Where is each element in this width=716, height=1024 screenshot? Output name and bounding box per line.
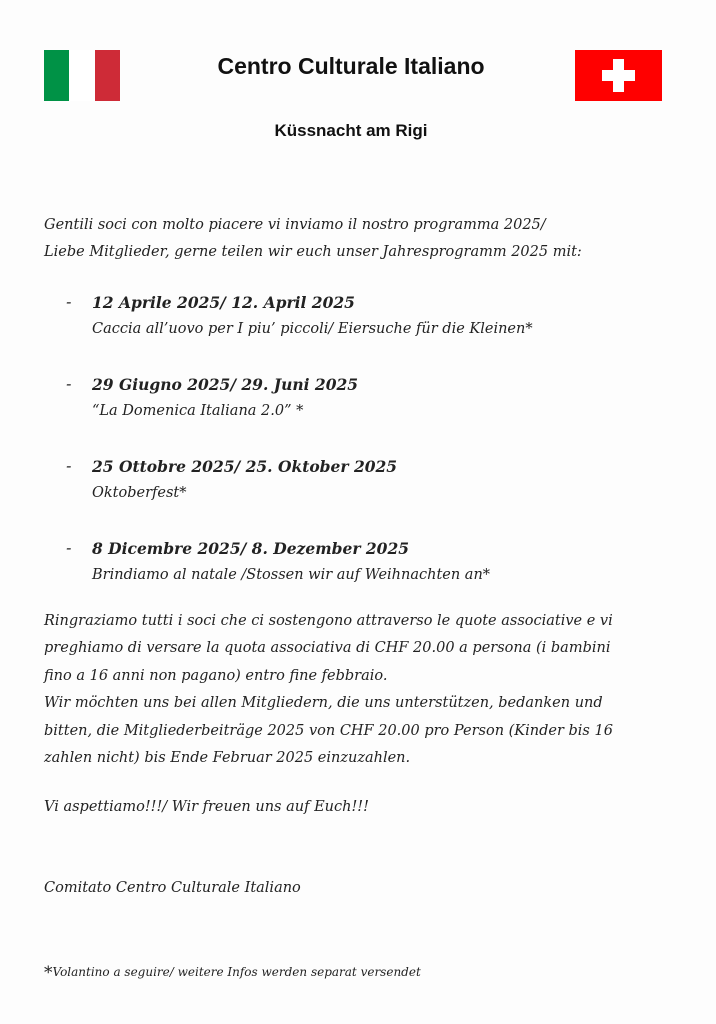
list-bullet: - bbox=[66, 375, 72, 393]
event-item bbox=[66, 457, 686, 539]
event-date: 29 Giugno 2025/ 29. Juni 2025 bbox=[92, 375, 359, 394]
footnote bbox=[44, 963, 421, 983]
intro-paragraph bbox=[44, 212, 674, 266]
footnote-marker: * bbox=[44, 963, 53, 983]
italy-flag-green-stripe bbox=[44, 50, 69, 101]
event-date: 8 Dicembre 2025/ 8. Dezember 2025 bbox=[92, 539, 410, 558]
body-line: Wir möchten uns bei allen Mitgliedern, die uns unterstützen, bedanken und bbox=[44, 695, 603, 712]
body-line: zahlen nicht) bis Ende Februar 2025 einzuzahlen. bbox=[44, 750, 411, 767]
footnote-text: Volantino a seguire/ weitere Infos werden separat versendet bbox=[52, 965, 421, 979]
membership-fee-paragraph bbox=[44, 608, 674, 772]
italy-flag-white-stripe bbox=[69, 50, 94, 101]
page-subtitle: Küssnacht am Rigi bbox=[274, 121, 428, 140]
list-bullet: - bbox=[66, 457, 72, 475]
event-item bbox=[66, 375, 686, 457]
list-bullet: - bbox=[66, 293, 72, 311]
event-description: Oktoberfest* bbox=[92, 485, 187, 501]
italy-flag-red-stripe bbox=[95, 50, 120, 101]
event-description: “La Domenica Italiana 2.0” * bbox=[92, 403, 304, 419]
event-list bbox=[66, 293, 686, 621]
list-bullet: - bbox=[66, 539, 72, 557]
body-line: preghiamo di versare la quota associativa di CHF 20.00 a persona (i bambini bbox=[44, 640, 611, 657]
swiss-cross-horizontal bbox=[602, 70, 635, 81]
event-description: Brindiamo al natale /Stossen wir auf Weihnachten an* bbox=[92, 567, 491, 583]
signature: Comitato Centro Culturale Italiano bbox=[44, 880, 301, 896]
event-date: 25 Ottobre 2025/ 25. Oktober 2025 bbox=[92, 457, 398, 476]
body-line: Ringraziamo tutti i soci che ci sostengono attraverso le quote associative e vi bbox=[44, 613, 613, 629]
event-date: 12 Aprile 2025/ 12. April 2025 bbox=[92, 293, 355, 312]
event-item bbox=[66, 293, 686, 375]
italy-flag-icon bbox=[44, 50, 120, 101]
event-description: Caccia all’uovo per I piu’ piccoli/ Eiersuche für die Kleinen* bbox=[92, 321, 533, 337]
closing-line: Vi aspettiamo!!!/ Wir freuen uns auf Euch!!! bbox=[44, 799, 369, 815]
body-line: bitten, die Mitgliederbeiträge 2025 von CHF 20.00 pro Person (Kinder bis 16 bbox=[44, 722, 613, 739]
page-title: Centro Culturale Italiano bbox=[217, 53, 485, 79]
switzerland-flag-icon bbox=[575, 50, 662, 101]
body-line: fino a 16 anni non pagano) entro fine febbraio. bbox=[44, 667, 388, 684]
intro-line-german: Liebe Mitglieder, gerne teilen wir euch unser Jahresprogramm 2025 mit: bbox=[44, 244, 582, 260]
intro-line-italian: Gentili soci con molto piacere vi inviamo il nostro programma 2025/ bbox=[44, 217, 546, 233]
